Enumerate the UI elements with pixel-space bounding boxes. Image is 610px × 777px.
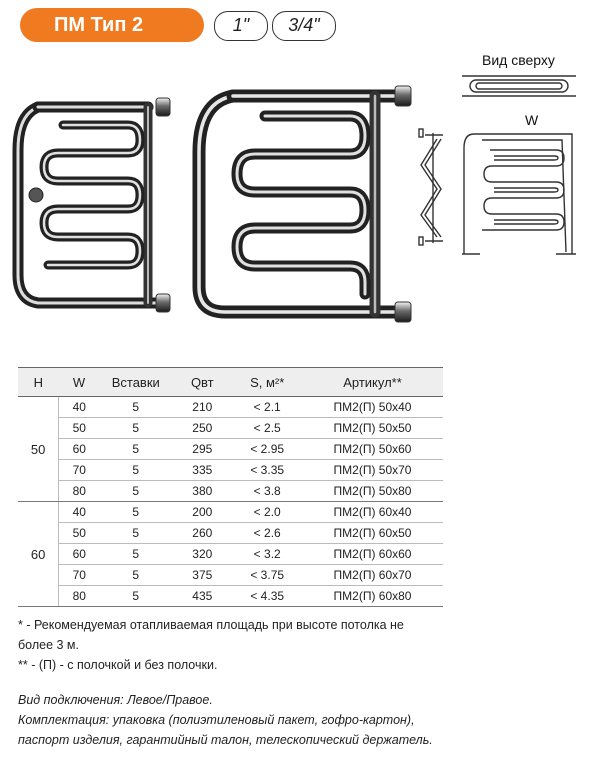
cell-inserts: 5 [99, 544, 172, 565]
size-chip-1inch: 1" [214, 11, 268, 41]
cell-area: < 3.2 [232, 544, 302, 565]
cell-w: 50 [59, 523, 100, 544]
cell-power: 375 [172, 565, 232, 586]
specs-table [18, 367, 443, 607]
group-h-cell: 60 [18, 502, 59, 607]
cell-power: 210 [172, 397, 232, 418]
table-row [18, 523, 443, 544]
cell-area: < 2.6 [232, 523, 302, 544]
cell-w: 50 [59, 418, 100, 439]
footnote-area: * - Рекомендуемая отапливаемая площадь при высоте потолка не более 3 м. [18, 618, 404, 652]
col-header-h: H [18, 368, 59, 397]
col-header-inserts: Вставки [99, 368, 172, 397]
table-row [18, 544, 443, 565]
cell-area: < 3.35 [232, 460, 302, 481]
cell-inserts: 5 [99, 460, 172, 481]
cell-inserts: 5 [99, 481, 172, 502]
col-header-w: W [59, 368, 100, 397]
header [20, 8, 610, 44]
cell-w: 60 [59, 544, 100, 565]
cell-article: ПМ2(П) 60x60 [302, 544, 443, 565]
cell-article: ПМ2(П) 50x60 [302, 439, 443, 460]
cell-area: < 3.75 [232, 565, 302, 586]
col-header-article: Артикул** [302, 368, 443, 397]
cell-inserts: 5 [99, 502, 172, 523]
cell-area: < 4.35 [232, 586, 302, 607]
table-row [18, 397, 443, 418]
package-contents: Комплектация: упаковка (полиэтиленовый пакет, гофро-картон), паспорт изделия, гарантийный талон, телескопический держатель. [18, 713, 433, 747]
width-label: W [525, 112, 539, 128]
cell-inserts: 5 [99, 565, 172, 586]
cell-article: ПМ2(П) 60x70 [302, 565, 443, 586]
cell-inserts: 5 [99, 439, 172, 460]
top-view-drawing [460, 72, 578, 100]
cell-article: ПМ2(П) 50x40 [302, 397, 443, 418]
cell-article: ПМ2(П) 50x80 [302, 481, 443, 502]
towel-rail-photo-small [8, 95, 173, 320]
cell-inserts: 5 [99, 397, 172, 418]
cell-power: 335 [172, 460, 232, 481]
table-row [18, 439, 443, 460]
side-view-drawing [413, 125, 453, 250]
cell-w: 60 [59, 439, 100, 460]
cell-inserts: 5 [99, 586, 172, 607]
cell-w: 40 [59, 397, 100, 418]
cell-area: < 3.8 [232, 481, 302, 502]
cell-power: 260 [172, 523, 232, 544]
cell-power: 295 [172, 439, 232, 460]
product-title-badge: ПМ Тип 2 [20, 8, 204, 42]
cell-inserts: 5 [99, 418, 172, 439]
table-row [18, 586, 443, 607]
cell-article: ПМ2(П) 60x50 [302, 523, 443, 544]
cell-w: 40 [59, 502, 100, 523]
table-header-row [18, 368, 443, 397]
group-h-cell: 50 [18, 397, 59, 502]
table-row [18, 460, 443, 481]
cell-area: < 2.0 [232, 502, 302, 523]
table-row [18, 565, 443, 586]
cell-power: 435 [172, 586, 232, 607]
top-view-label: Вид сверху [482, 52, 555, 68]
footnote-shelf: ** - (П) - с полочкой и без полочки. [18, 658, 218, 672]
cell-w: 80 [59, 586, 100, 607]
col-header-power: Qвт [172, 368, 232, 397]
col-header-area: S, м²* [232, 368, 302, 397]
cell-w: 70 [59, 565, 100, 586]
table-row [18, 418, 443, 439]
cell-article: ПМ2(П) 60x80 [302, 586, 443, 607]
cell-article: ПМ2(П) 50x50 [302, 418, 443, 439]
cell-article: ПМ2(П) 50x70 [302, 460, 443, 481]
front-view-drawing [460, 128, 578, 260]
table-row [18, 481, 443, 502]
towel-rail-photo-large [185, 82, 415, 327]
cell-power: 380 [172, 481, 232, 502]
cell-w: 80 [59, 481, 100, 502]
cell-power: 200 [172, 502, 232, 523]
product-details [18, 690, 448, 750]
cell-area: < 2.1 [232, 397, 302, 418]
size-chip-3-4inch: 3/4" [272, 11, 336, 41]
cell-article: ПМ2(П) 60x40 [302, 502, 443, 523]
connection-type: Вид подключения: Левое/Правое. [18, 693, 213, 707]
cell-power: 320 [172, 544, 232, 565]
table-row [18, 502, 443, 523]
cell-power: 250 [172, 418, 232, 439]
footnotes [18, 615, 438, 675]
cell-area: < 2.95 [232, 439, 302, 460]
cell-area: < 2.5 [232, 418, 302, 439]
cell-w: 70 [59, 460, 100, 481]
cell-inserts: 5 [99, 523, 172, 544]
